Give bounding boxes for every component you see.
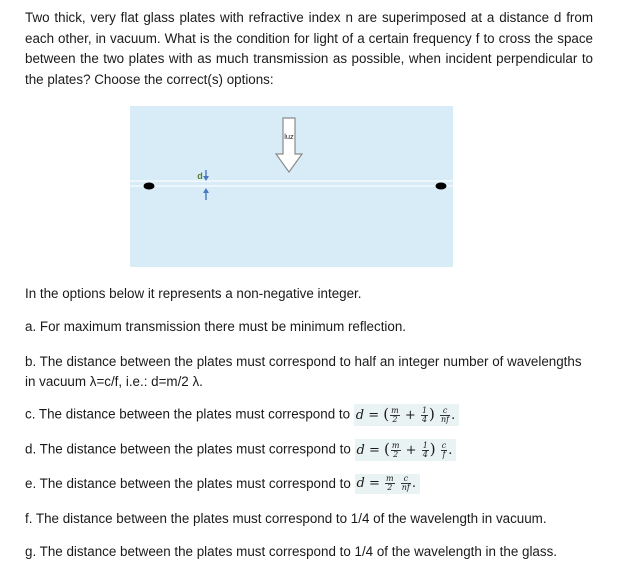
distance-arrow-up-head [203, 188, 209, 193]
option-d [25, 439, 456, 461]
question-text: Two thick, very flat glass plates with refractive index n are superimposed at a distance d from each other, in vacuum. What is the condition for light of a certain frequency f to cross the space between the two plates with as much transmission as possible, when incident perpendicular to the plates? Choose the correct(s) options: [25, 10, 593, 87]
option-c-text: c. The distance between the plates must correspond to [25, 406, 351, 422]
option-b: b. The distance between the plates must correspond to half an integer number of wavelengths in vacuum λ=c/f, i.e.: d=m/2 λ. [25, 354, 582, 389]
plates-figure [130, 106, 453, 267]
option-e [25, 474, 420, 494]
light-label: luz [284, 132, 294, 141]
option-e-text: e. The distance between the plates must correspond to [25, 476, 351, 491]
left-end-dot [144, 183, 155, 190]
option-e-formula: d = $\frac{m}{2}$ $\frac{c}{nf}$ . [355, 474, 421, 494]
option-note: In the options below it represents a non-negative integer. [25, 286, 362, 301]
option-d-formula: d = ( $\frac{m}{2}$ + $\frac{1}{4}$ ) $\frac{c}{f}$ . [355, 439, 457, 461]
option-f: f. The distance between the plates must correspond to 1/4 of the wavelength in vacuum. [25, 511, 547, 526]
distance-arrow-down-head [203, 176, 209, 181]
light-arrow-icon [276, 118, 302, 172]
option-c-formula: d = ( $\frac{m}{2}$ + $\frac{1}{4}$ ) $\frac{c}{nf}$ . [354, 404, 460, 426]
plates-diagram [130, 106, 453, 267]
right-end-dot [436, 183, 447, 190]
option-d-text: d. The distance between the plates must correspond to [25, 441, 351, 457]
option-c [25, 404, 459, 426]
distance-label: d [197, 171, 203, 181]
option-a: a. For maximum transmission there must be minimum reflection. [25, 319, 406, 334]
option-g: g. The distance between the plates must correspond to 1/4 of the wavelength in the glass. [25, 544, 557, 559]
